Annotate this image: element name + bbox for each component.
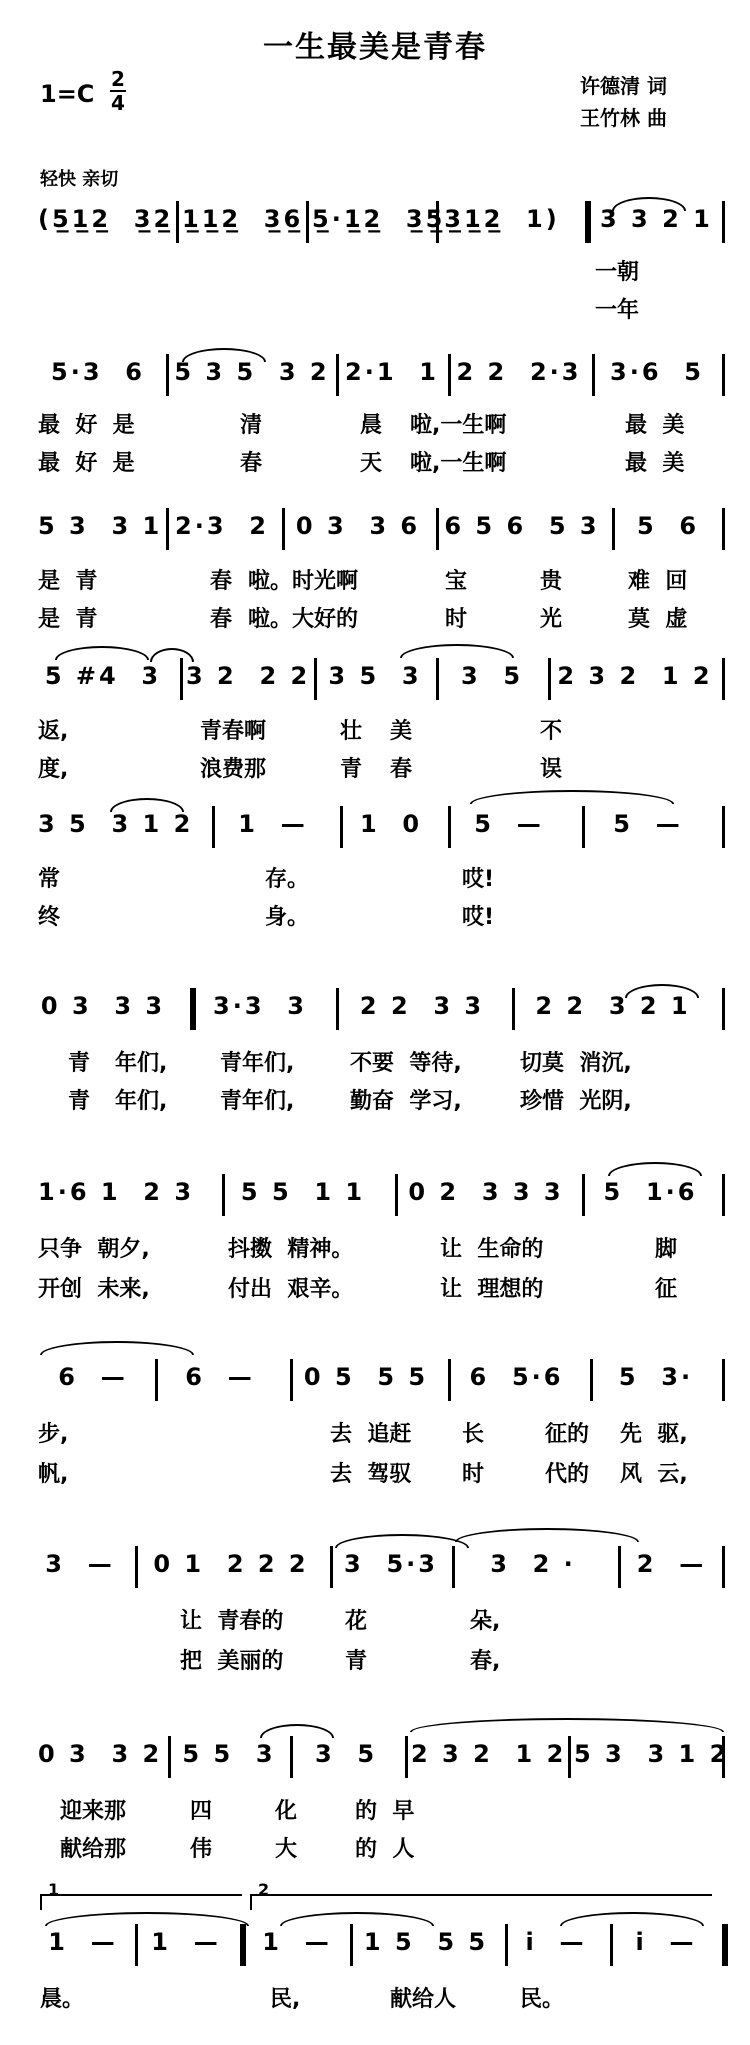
lyric: 哎! bbox=[462, 867, 495, 892]
lyrics-verse-2 bbox=[0, 1832, 750, 1868]
lyric: 春, bbox=[470, 1649, 501, 1674]
lyric: 去 追赶 bbox=[330, 1422, 412, 1447]
staff-line bbox=[0, 652, 750, 706]
meter-bottom: 4 bbox=[111, 91, 125, 115]
staff-line bbox=[0, 1730, 750, 1784]
measure: 0 3 3 6 bbox=[295, 512, 421, 540]
measure: 1·6 1 2 3 bbox=[38, 1178, 195, 1206]
measure: 5 5 3 bbox=[182, 1740, 276, 1768]
measure: 5 5 1 1 bbox=[240, 1178, 366, 1206]
lyrics-verse-1 bbox=[0, 1794, 750, 1830]
measure: 5 6 bbox=[636, 512, 700, 540]
lyric: 春 bbox=[390, 757, 413, 782]
measure: 6 — bbox=[185, 1363, 255, 1391]
measure: 2 3 2 1 2 bbox=[557, 662, 713, 690]
lyric: 青春啊 bbox=[200, 719, 267, 744]
lyric: 度, bbox=[38, 757, 69, 782]
lyric: 难 回 bbox=[628, 569, 688, 594]
lyric: 天 bbox=[360, 451, 383, 476]
lyric: 青年们, bbox=[220, 1051, 295, 1076]
lyric: 一朝 bbox=[595, 260, 640, 285]
lyric: 是 青 bbox=[38, 569, 98, 594]
lyric: 春 bbox=[210, 607, 233, 632]
measure: 1̲1̲2̲ 3̲6̲ bbox=[182, 205, 304, 233]
measure: 1 — bbox=[151, 1928, 221, 1956]
measure: 2·3 2 bbox=[175, 512, 269, 540]
lyric: 脚 bbox=[655, 1237, 678, 1262]
lyric: 时 bbox=[445, 607, 468, 632]
lyric: 青 bbox=[68, 1051, 91, 1076]
measure: 1 0 bbox=[359, 810, 423, 838]
measure: 2 3 2 1 2 bbox=[411, 1740, 567, 1768]
lyric: 去 驾驭 bbox=[330, 1462, 412, 1487]
lyric: 浪费那 bbox=[200, 757, 267, 782]
measure: 2 2 3 3 bbox=[359, 992, 485, 1020]
lyrics-verse-1 bbox=[0, 255, 750, 291]
measure: 3̲1̲2̲ 1) bbox=[444, 205, 560, 233]
lyric: 征 bbox=[655, 1277, 678, 1302]
lyrics-verse-1 bbox=[0, 564, 750, 600]
volta-2 bbox=[250, 1880, 712, 1910]
measure: 3 5 bbox=[314, 1740, 378, 1768]
staff-line bbox=[0, 348, 750, 402]
measure: 3 5 3 bbox=[328, 662, 422, 690]
measure: 5 3· bbox=[618, 1363, 694, 1391]
lyrics-verse-2 bbox=[0, 1457, 750, 1493]
measure: 5 3 5 3 2 bbox=[174, 358, 330, 386]
lyrics-verse-2 bbox=[0, 1272, 750, 1308]
staff-line bbox=[0, 800, 750, 854]
staff-line bbox=[0, 1540, 750, 1594]
measure: 5 3 3 1 bbox=[38, 512, 163, 540]
lyric: 民。 bbox=[520, 1987, 565, 2012]
lyric: 让 青春的 bbox=[180, 1609, 284, 1634]
lyrics-verse-1 bbox=[0, 408, 750, 444]
lyric: 啦,一生啊 bbox=[410, 413, 507, 438]
time-signature bbox=[110, 68, 126, 114]
lyric: 大 bbox=[275, 1837, 298, 1862]
measure: 3·3 3 bbox=[213, 992, 307, 1020]
lyric: 献给人 bbox=[390, 1987, 457, 2012]
measure: 3 5·3 bbox=[344, 1550, 438, 1578]
measure: 3 5 bbox=[460, 662, 524, 690]
lyrics-verse-1 bbox=[0, 1232, 750, 1268]
lyrics-verse-2 bbox=[0, 752, 750, 788]
lyric: 莫 虚 bbox=[628, 607, 688, 632]
measure: 3 2 2 2 bbox=[186, 662, 311, 690]
lyric: 晨。 bbox=[40, 1987, 85, 2012]
measure: 0 1 2 2 2 bbox=[153, 1550, 309, 1578]
lyrics-verse-1 bbox=[0, 1604, 750, 1640]
staff-line bbox=[0, 982, 750, 1036]
measure: 5 1·6 bbox=[603, 1178, 698, 1206]
lyric: 美 bbox=[390, 719, 413, 744]
lyrics-verse-2 bbox=[0, 602, 750, 638]
lyric: 不要 等待, bbox=[350, 1051, 462, 1076]
lyric: 常 bbox=[38, 867, 61, 892]
lyric: 青 bbox=[340, 757, 363, 782]
measure: 2 — bbox=[636, 1550, 707, 1578]
lyric: 身。 bbox=[265, 905, 310, 930]
lyric: 是 青 bbox=[38, 607, 98, 632]
lyrics-verse-2 bbox=[0, 1084, 750, 1120]
lyric: 切莫 消沉, bbox=[520, 1051, 632, 1076]
lyrics-verse-1 bbox=[0, 862, 750, 898]
song-title: 一生最美是青春 bbox=[263, 30, 487, 65]
measure: 0 5 5 5 bbox=[303, 1363, 429, 1391]
lyricist-credit: 许德清 词 bbox=[580, 74, 667, 98]
lyric: 只争 朝夕, bbox=[38, 1237, 150, 1262]
measure: 0 2 3 3 3 bbox=[408, 1178, 564, 1206]
lyric: 让 理想的 bbox=[440, 1277, 544, 1302]
lyric: 朵, bbox=[470, 1609, 501, 1634]
lyric: 不 bbox=[540, 719, 563, 744]
measure: 0 3 3 3 bbox=[40, 992, 166, 1020]
lyric: 花 bbox=[345, 1609, 368, 1634]
lyric: 返, bbox=[38, 719, 69, 744]
tempo-marking: 轻快 亲切 bbox=[40, 169, 119, 190]
lyric: 代的 bbox=[545, 1462, 590, 1487]
measure: 5 — bbox=[613, 810, 683, 838]
lyric: 壮 bbox=[340, 719, 363, 744]
lyric: 步, bbox=[38, 1422, 69, 1447]
measure: 3·6 5 bbox=[610, 358, 704, 386]
lyric: 民, bbox=[270, 1987, 301, 2012]
measure: 2·1 1 bbox=[345, 358, 439, 386]
lyric: 时 bbox=[462, 1462, 485, 1487]
staff-line bbox=[0, 1918, 750, 1972]
measure: 6 5·6 bbox=[469, 1363, 564, 1391]
measure: i — bbox=[635, 1928, 697, 1956]
measure: 3 2 · bbox=[490, 1550, 576, 1578]
lyric: 春 bbox=[240, 451, 263, 476]
lyrics-verse-1 bbox=[0, 1417, 750, 1453]
lyrics-verse-1 bbox=[0, 714, 750, 750]
volta-1 bbox=[40, 1880, 242, 1910]
measure: 5 3 3 1 2 bbox=[574, 1740, 730, 1768]
lyrics-verse-1 bbox=[0, 1046, 750, 1082]
measure: i — bbox=[525, 1928, 587, 1956]
lyric: 清 bbox=[240, 413, 263, 438]
staff-line bbox=[0, 1168, 750, 1222]
lyric: 的 人 bbox=[355, 1837, 415, 1862]
measure: 1 — bbox=[238, 810, 308, 838]
lyrics-verse-1 bbox=[0, 1982, 750, 2018]
key-signature: 1=C bbox=[40, 80, 95, 108]
lyric: 一年 bbox=[595, 298, 640, 323]
lyric: 哎! bbox=[462, 905, 495, 930]
volta-2-label: 2 bbox=[258, 1880, 270, 1899]
lyric: 贵 bbox=[540, 569, 563, 594]
lyric: 青 bbox=[68, 1089, 91, 1114]
lyric: 伟 bbox=[190, 1837, 213, 1862]
lyric: 开创 未来, bbox=[38, 1277, 150, 1302]
measure: 5 — bbox=[474, 810, 544, 838]
lyric: 年们, bbox=[115, 1089, 168, 1114]
measure: 1 5 5 5 bbox=[363, 1928, 489, 1956]
lyric: 风 云, bbox=[620, 1462, 688, 1487]
lyrics-verse-2 bbox=[0, 446, 750, 482]
lyric: 让 生命的 bbox=[440, 1237, 544, 1262]
lyric: 青年们, bbox=[220, 1089, 295, 1114]
staff-line bbox=[0, 1353, 750, 1407]
measure: 3 — bbox=[45, 1550, 115, 1578]
lyric: 晨 bbox=[360, 413, 383, 438]
lyric: 抖擞 精神。 bbox=[228, 1237, 354, 1262]
measure: 5 #4 3 bbox=[44, 662, 162, 690]
lyric: 献给那 bbox=[60, 1837, 127, 1862]
measure: 1 — bbox=[262, 1928, 332, 1956]
lyric: 啦。大好的 bbox=[248, 607, 359, 632]
lyric: 的 早 bbox=[355, 1799, 415, 1824]
lyric: 征的 bbox=[545, 1422, 590, 1447]
measure: 3 5 3 1 2 bbox=[38, 810, 194, 838]
lyric: 最 美 bbox=[625, 413, 685, 438]
lyrics-verse-2 bbox=[0, 293, 750, 329]
measure: 5·3 6 bbox=[51, 358, 145, 386]
staff-line bbox=[0, 502, 750, 556]
volta-1-label: 1 bbox=[48, 1880, 60, 1899]
measure: 1 — bbox=[48, 1928, 118, 1956]
lyric: 青 bbox=[345, 1649, 368, 1674]
meter-top: 2 bbox=[111, 67, 125, 91]
lyric: 珍惜 光阴, bbox=[520, 1089, 632, 1114]
measure: 0 3 3 2 bbox=[38, 1740, 163, 1768]
lyric: 误 bbox=[540, 757, 563, 782]
lyrics-verse-2 bbox=[0, 1644, 750, 1680]
lyric: 长 bbox=[462, 1422, 485, 1447]
lyric: 年们, bbox=[115, 1051, 168, 1076]
measure: 6 — bbox=[58, 1363, 128, 1391]
measure: (5̲1̲2̲ 3̲2̲ bbox=[38, 205, 174, 233]
measure: 6 5 6 5 3 bbox=[444, 512, 600, 540]
lyric: 最 好 是 bbox=[38, 413, 135, 438]
composer-credit: 王竹林 曲 bbox=[580, 106, 667, 130]
lyric: 帆, bbox=[38, 1462, 69, 1487]
lyrics-verse-2 bbox=[0, 900, 750, 936]
lyric: 最 好 是 bbox=[38, 451, 135, 476]
lyric: 把 美丽的 bbox=[180, 1649, 284, 1674]
lyric: 宝 bbox=[445, 569, 468, 594]
lyric: 光 bbox=[540, 607, 563, 632]
lyric: 啦,一生啊 bbox=[410, 451, 507, 476]
lyric: 化 bbox=[275, 1799, 298, 1824]
lyric: 付出 艰辛。 bbox=[228, 1277, 354, 1302]
lyric: 最 美 bbox=[625, 451, 685, 476]
measure: 2 2 3 2 1 bbox=[535, 992, 691, 1020]
measure: 2 2 2·3 bbox=[456, 358, 582, 386]
measure: 3 3 2 1 bbox=[600, 205, 713, 233]
lyric: 春 bbox=[210, 569, 233, 594]
lyric: 勤奋 学习, bbox=[350, 1089, 462, 1114]
lyric: 先 驱, bbox=[620, 1422, 688, 1447]
lyric: 啦。时光啊 bbox=[248, 569, 359, 594]
staff-line bbox=[0, 195, 750, 249]
lyric: 迎来那 bbox=[60, 1799, 127, 1824]
lyric: 四 bbox=[190, 1799, 213, 1824]
lyric: 存。 bbox=[265, 867, 310, 892]
measure: 5̲·1̲2̲ 3̲5̲ bbox=[312, 205, 446, 233]
lyric: 终 bbox=[38, 905, 61, 930]
